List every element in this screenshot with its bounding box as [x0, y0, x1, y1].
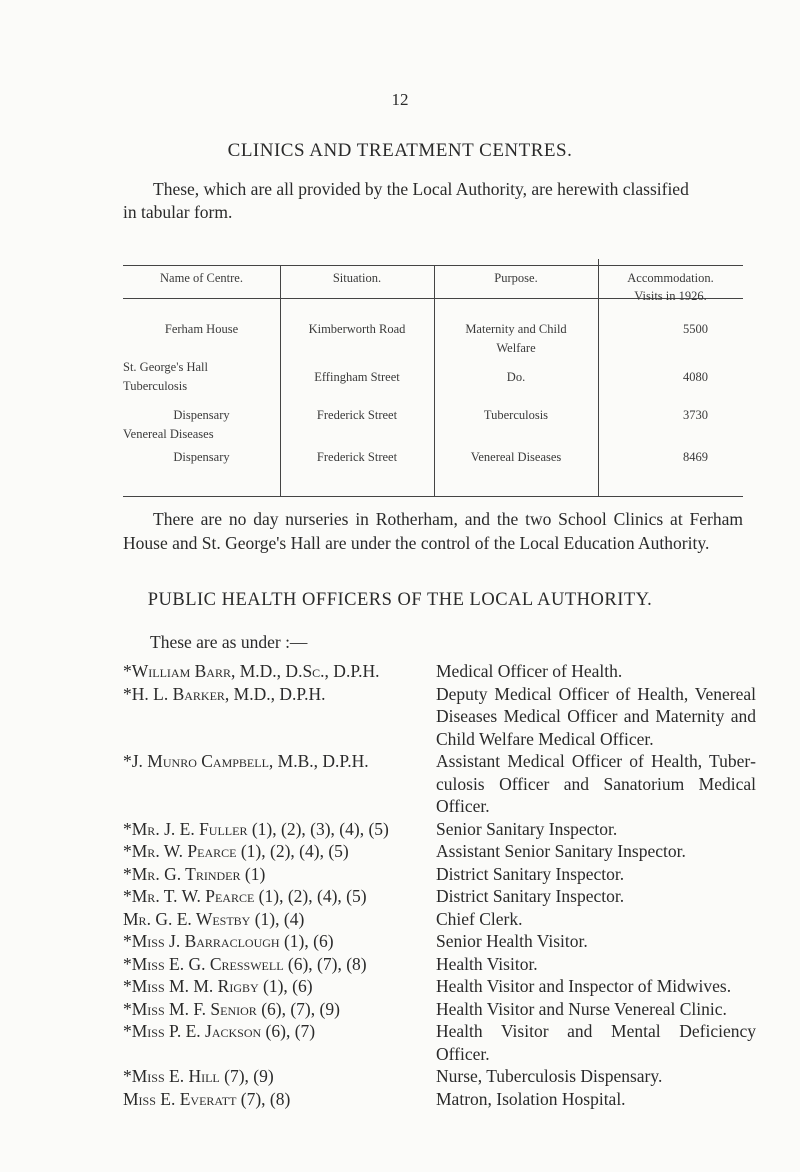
header-situation: Situation.	[332, 271, 382, 285]
header-purpose: Purpose.	[494, 271, 538, 285]
officer-role: Chief Clerk.	[436, 908, 523, 929]
page-number: 12	[391, 90, 409, 109]
table-cell-name: St. George's Hall	[123, 360, 208, 374]
officer-role: District Sanitary Inspector.	[436, 863, 625, 884]
officer-role: Matron, Isolation Hospital.	[436, 1088, 626, 1109]
officer-name: *Miss E. Hill (7), (9)	[123, 1066, 274, 1086]
officer-row	[123, 930, 758, 953]
officer-role: Deputy Medical Officer of Health, Venereal Diseases Medical Officer and Maternity and Child Welfare Medical Officer.	[436, 683, 756, 749]
table-cell-name: Venereal Diseases	[123, 427, 214, 441]
table-cell-name: Tuberculosis	[123, 379, 188, 393]
table-bottom-rule	[123, 496, 743, 497]
table-cell-visits: 3730	[683, 408, 708, 422]
officer-role: Nurse, Tuberculosis Dispensary.	[436, 1066, 663, 1086]
officer-role: District Sanitary Inspector.	[436, 886, 625, 906]
officer-row	[123, 750, 758, 818]
intro-paragraph: These, which are all provided by the Local Authority, are herewith classified in tabular form.	[123, 179, 689, 222]
officer-row	[123, 840, 758, 863]
officer-row	[123, 818, 758, 841]
table-cell-purpose: Do.	[506, 370, 526, 384]
table-cell-situation: Frederick Street	[316, 408, 398, 422]
officer-row	[123, 863, 758, 886]
officer-name: *Mr. T. W. Pearce (1), (2), (4), (5)	[123, 886, 367, 906]
officers-title: PUBLIC HEALTH OFFICERS OF THE LOCAL AUTHORITY.	[147, 590, 653, 610]
officer-role: Health Visitor and Inspector of Midwives.	[436, 976, 732, 996]
table-cell-visits: 4080	[683, 370, 708, 384]
officer-row	[123, 660, 758, 683]
officer-name: *Mr. G. Trinder (1)	[123, 863, 266, 884]
officer-role: Medical Officer of Health.	[436, 661, 623, 681]
officer-name: *William Barr, M.D., D.Sc., D.P.H.	[123, 661, 380, 681]
officer-role: Assistant Senior Sanitary Inspector.	[436, 841, 686, 861]
officer-row	[123, 998, 758, 1021]
officer-row	[123, 908, 758, 931]
officer-name: Miss E. Everatt (7), (8)	[123, 1088, 291, 1109]
table-cell-name: Dispensary	[173, 408, 230, 422]
table-cell-purpose: Maternity and Child	[465, 322, 567, 336]
table-cell-situation: Effingham Street	[314, 370, 400, 384]
table-cell-visits: 8469	[683, 450, 708, 464]
clinics-table	[123, 265, 743, 497]
officer-name: *Miss M. F. Senior (6), (7), (9)	[123, 998, 340, 1019]
page-title: CLINICS AND TREATMENT CENTRES.	[227, 140, 573, 161]
officer-row	[123, 1065, 758, 1088]
officer-name: *Miss M. M. Rigby (1), (6)	[123, 976, 313, 996]
officer-row	[123, 975, 758, 998]
officer-row	[123, 953, 758, 976]
officers-intro: These are as under :—	[150, 632, 308, 652]
officer-name: *Miss E. G. Cresswell (6), (7), (8)	[123, 953, 367, 974]
table-cell-name: Ferham House	[164, 322, 239, 336]
officer-name: *Mr. J. E. Fuller (1), (2), (3), (4), (5)	[123, 818, 389, 839]
header-name: Name of Centre.	[160, 271, 243, 285]
table-cell-purpose: Tuberculosis	[483, 408, 549, 422]
officer-row	[123, 1020, 758, 1065]
header-visits: Visits in 1926.	[634, 289, 707, 303]
officer-name: *H. L. Barker, M.D., D.P.H.	[123, 683, 326, 704]
officer-role: Senior Health Visitor.	[436, 931, 588, 951]
officer-name: *Miss J. Barraclough (1), (6)	[123, 931, 334, 951]
table-cell-situation: Kimberworth Road	[308, 322, 406, 336]
officer-name: *Mr. W. Pearce (1), (2), (4), (5)	[123, 841, 349, 861]
officer-role: Senior Sanitary Inspector.	[436, 818, 618, 839]
officer-row	[123, 1088, 758, 1111]
table-cell-situation: Frederick Street	[316, 450, 398, 464]
officer-role: Health Visitor and Mental Deficiency Officer.	[436, 1021, 756, 1064]
officer-role: Health Visitor.	[436, 953, 538, 974]
table-cell-name: Dispensary	[173, 450, 230, 464]
table-cell-purpose: Venereal Diseases	[470, 450, 562, 464]
table-top-rule	[123, 265, 743, 266]
header-accommodation: Accommodation.	[627, 271, 714, 285]
officer-row	[123, 683, 758, 751]
table-cell-purpose: Welfare	[496, 341, 536, 355]
nurseries-paragraph: There are no day nurseries in Rotherham, and the two School Clinics at Ferham House and St. George's Hall are under the control of the Local Education Authority.	[123, 509, 743, 553]
officer-name: *J. Munro Campbell, M.B., D.P.H.	[123, 751, 369, 771]
officer-role: Assistant Medical Officer of Health, Tuberculosis Officer and Sanatorium Medical Officer.	[436, 751, 756, 816]
table-cell-visits: 5500	[683, 322, 708, 336]
officer-name: *Miss P. E. Jackson (6), (7)	[123, 1021, 316, 1041]
officer-name: Mr. G. E. Westby (1), (4)	[123, 908, 305, 929]
officers-list	[123, 660, 758, 1110]
officer-role: Health Visitor and Nurse Venereal Clinic.	[436, 998, 727, 1019]
officer-row	[123, 885, 758, 908]
